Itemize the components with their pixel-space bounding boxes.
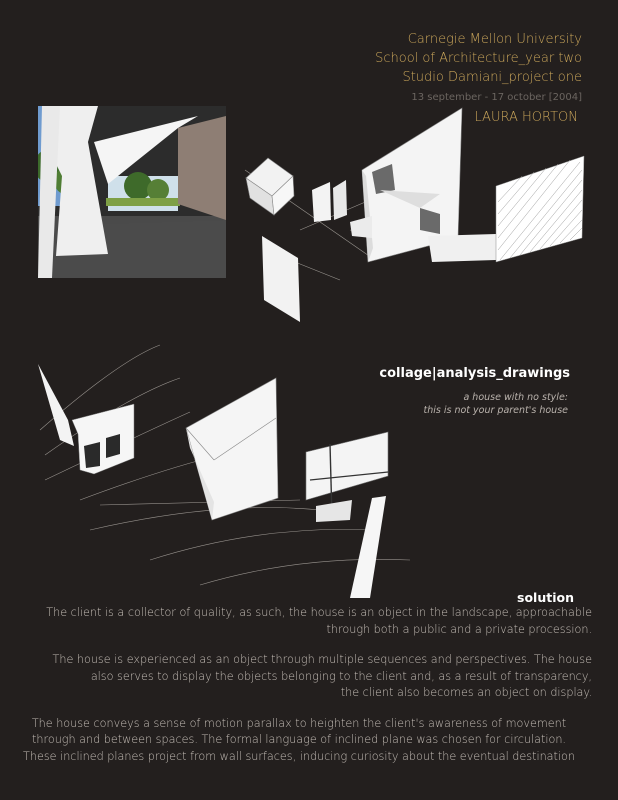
section-title: collage|analysis_drawings: [379, 366, 570, 381]
p2-line-1: The house is experienced as an object through multiple sequences and perspectives. The house: [52, 653, 592, 666]
solution-title: solution: [517, 590, 574, 605]
section-tagline: [424, 391, 569, 417]
project-dates: 13 september - 17 october [2004]: [411, 92, 582, 103]
studio-name: Studio Damiani_project one: [402, 70, 582, 85]
tagline-line-2: this is not your parent's house: [423, 405, 568, 416]
tagline-line-1: a house with no style:: [463, 392, 568, 403]
paragraph-2: [6, 652, 592, 702]
paragraph-3: [6, 716, 592, 766]
p1-line-2: through both a public and a private procession.: [326, 622, 592, 636]
school-name: School of Architecture_year two: [375, 51, 582, 66]
p2-line-3: the client also becomes an object on display.: [340, 686, 592, 699]
university-name: Carnegie Mellon University: [407, 32, 582, 47]
p3-line-1: The house conveys a sense of motion parallax to heighten the client's awareness of movement: [31, 716, 567, 730]
p3-line-3: These inclined planes project from wall surfaces, inducing curiosity about the eventual destination: [23, 749, 575, 763]
author-name: LAURA HORTON: [474, 110, 578, 125]
p2-line-2: also serves to display the objects belonging to the client and, as a result of transparency,: [90, 669, 592, 683]
p1-line-1: The client is a collector of quality, as such, the house is an object in the landscape, approachable: [46, 606, 592, 619]
solution-body: [6, 605, 592, 779]
paragraph-1: [6, 605, 592, 638]
p3-line-2: through and between spaces. The formal language of inclined plane was chosen for circulation.: [32, 733, 566, 746]
